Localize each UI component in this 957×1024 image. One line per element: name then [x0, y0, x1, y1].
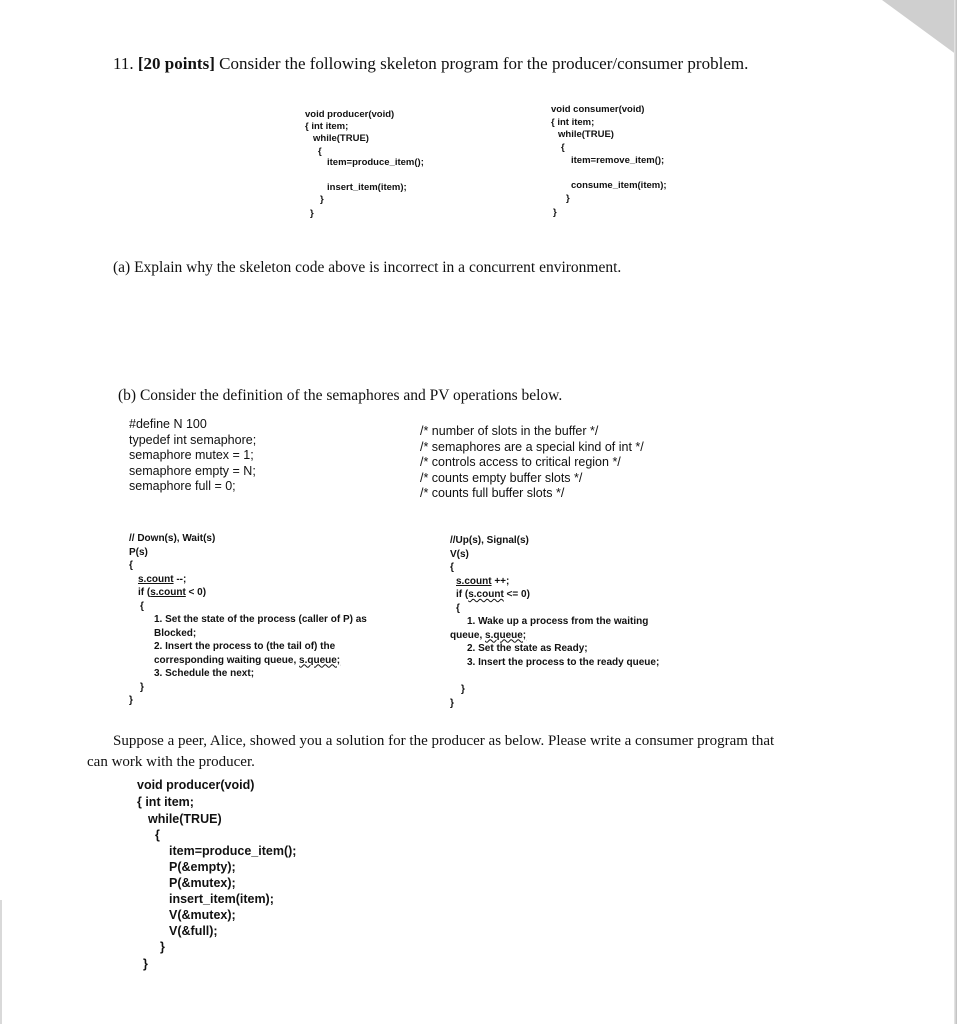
page-left-edge [0, 900, 2, 1024]
comment-line: /* semaphores are a special kind of int */ [420, 439, 644, 454]
page-corner-shadow [882, 0, 957, 55]
v-inner-open: { [456, 602, 460, 614]
v-inner-close: } [461, 684, 465, 695]
code-line: { int item; [305, 121, 349, 132]
code-line: insert_item(item); [327, 182, 407, 193]
v-step1a: 1. Wake up a process from the waiting [467, 616, 649, 627]
v-step3: 3. Insert the process to the ready queue; [467, 656, 660, 668]
comment-line: /* controls access to critical region */ [420, 455, 621, 469]
v-header: V(s) [450, 548, 469, 560]
p-step1b: Blocked; [154, 627, 197, 639]
p-inner-open: { [140, 600, 144, 612]
code-line: } [566, 193, 570, 204]
code-line: semaphore empty = N; [129, 463, 256, 478]
suppose-line-1: Suppose a peer, Alice, showed you a solution for the producer as below. Please write a consumer program that [113, 733, 775, 749]
v-count-var: s.count [456, 575, 492, 587]
p-step3: 3. Schedule the next; [154, 668, 255, 679]
code-line: { [561, 142, 565, 153]
question-points: [20 points] [137, 54, 215, 73]
p-step2b-pre: corresponding waiting queue, [154, 654, 300, 666]
code-line: semaphore full = 0; [129, 479, 236, 493]
code-line: P(&empty); [169, 860, 236, 874]
v-count-op: ++; [491, 575, 510, 587]
code-line: } [310, 208, 314, 219]
code-line: void consumer(void) [551, 104, 645, 115]
code-line: } [160, 940, 165, 954]
code-line: { int item; [137, 795, 194, 809]
p-count-op: --; [173, 573, 187, 585]
code-line: { [318, 146, 322, 157]
p-if-post: < 0) [185, 587, 207, 598]
p-count-var: s.count [138, 573, 174, 585]
code-line: while(TRUE) [313, 133, 369, 144]
question-number: 11. [113, 54, 134, 73]
comment-line: /* counts full buffer slots */ [420, 486, 565, 500]
v-close-brace: } [450, 697, 454, 709]
v-operation [450, 534, 659, 710]
p-step2b [129, 654, 367, 668]
comment-line: /* number of slots in the buffer */ [420, 424, 599, 438]
v-step2: 2. Set the state as Ready; [467, 643, 588, 654]
p-header: P(s) [129, 546, 148, 558]
code-line: insert_item(item); [169, 892, 274, 906]
code-line: P(&mutex); [169, 876, 236, 890]
v-if-var: s.count [468, 589, 504, 600]
code-line: void producer(void) [305, 109, 395, 120]
code-line: semaphore mutex = 1; [129, 448, 254, 462]
code-line: { int item; [551, 117, 595, 128]
suppose-line-2: can work with the producer. [87, 754, 255, 770]
v-step1b [450, 629, 659, 643]
p-step2a: 2. Insert the process to (the tail of) the [154, 641, 336, 652]
v-comment: //Up(s), Signal(s) [450, 535, 529, 546]
part-a-question: (a) Explain why the skeleton code above is incorrect in a concurrent environment. [113, 259, 622, 276]
v-if-post: <= 0) [503, 589, 530, 600]
code-line: item=remove_item(); [571, 155, 665, 166]
p-if-line [129, 586, 367, 600]
code-line: while(TRUE) [148, 812, 222, 826]
code-line: consume_item(item); [571, 180, 667, 191]
code-line: { [155, 828, 160, 842]
p-open-brace: { [129, 560, 133, 571]
p-count-line [129, 573, 367, 587]
part-b-question: (b) Consider the definition of the semaphores and PV operations below. [118, 387, 563, 404]
p-comment: // Down(s), Wait(s) [129, 533, 216, 544]
code-line: } [143, 957, 148, 971]
code-line: #define N 100 [129, 417, 207, 431]
definitions-comments [420, 424, 644, 502]
v-if-pre: if ( [456, 589, 469, 600]
v-step1b-pre: queue, [450, 629, 486, 641]
code-line: while(TRUE) [558, 129, 614, 140]
question-header [113, 54, 748, 74]
code-line: } [320, 194, 324, 205]
v-open-brace: { [450, 562, 454, 573]
p-inner-close: } [140, 681, 144, 693]
code-line: } [553, 207, 557, 218]
code-line: item=produce_item(); [169, 844, 297, 858]
v-count-line [450, 575, 659, 589]
p-if-var: s.count [150, 587, 186, 598]
code-line: void producer(void) [137, 778, 255, 792]
p-if-pre: if ( [138, 587, 151, 598]
v-step1b-var: s.queue; [485, 629, 527, 641]
comment-line: /* counts empty buffer slots */ [420, 470, 583, 485]
p-step2b-var: s.queue; [299, 654, 341, 666]
p-step1a: 1. Set the state of the process (caller of P) as [154, 614, 367, 625]
definitions-code [129, 417, 256, 495]
question-text: Consider the following skeleton program for the producer/consumer problem. [219, 54, 749, 73]
code-line: V(&mutex); [169, 908, 236, 922]
p-operation [129, 532, 367, 708]
code-line: typedef int semaphore; [129, 432, 257, 447]
p-close-brace: } [129, 695, 133, 706]
code-line: item=produce_item(); [327, 157, 424, 168]
v-if-line [450, 588, 659, 602]
code-line: V(&full); [169, 924, 218, 938]
